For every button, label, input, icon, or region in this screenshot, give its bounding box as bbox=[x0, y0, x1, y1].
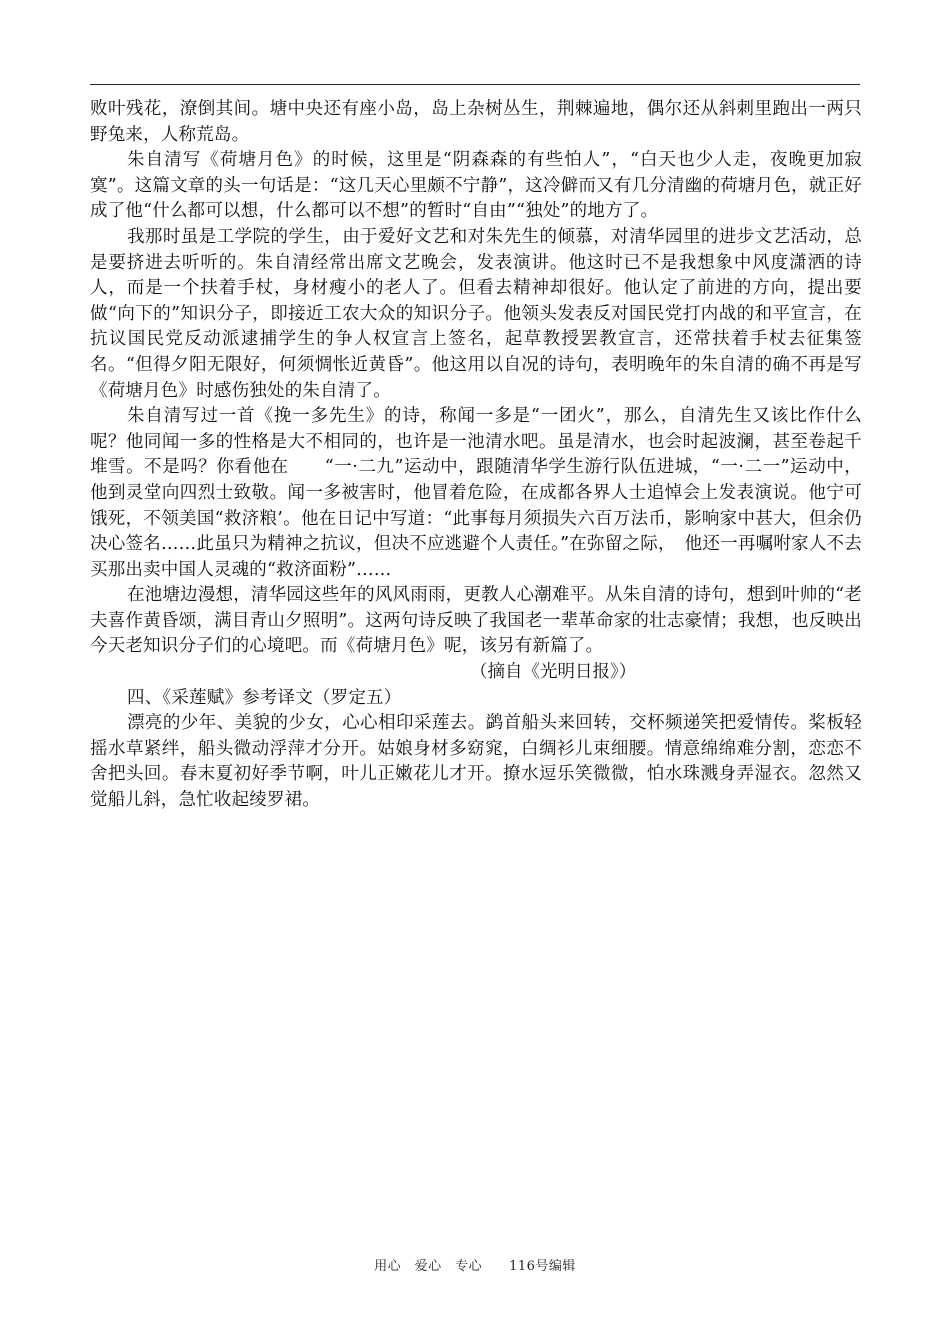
paragraph-comparison: 朱自清写过一首《挽一多先生》的诗，称闻一多是“一团火”，那么，自清先生又该比作什么呢？他同闻一多的性格是大不相同的，也许是一池清水吧。虽是清水，也会时起波澜，甚至卷起千堆雪。不是吗？你看他在 “一·二九”运动中，跟随清华学生游行队伍进城，“一·二一”运动中，他到灵堂向四烈士致敬。闻一多被害时，他冒着危险，在成都各界人士追悼会上发表演说。他宁可饿死，不领美国“救济粮’。他在日记中写道：“此事每月须损失六百万法币，影响家中甚大，但余仍决心签名……此虽只为精神之抗议，但决不应逃避个人责任。”在弥留之际， 他还一再嘱咐家人不去买那出卖中国人灵魂的“救济面粉”…… bbox=[90, 406, 862, 580]
header-rule bbox=[90, 84, 860, 85]
paragraph-writing-context: 朱自清写《荷塘月色》的时候，这里是“阴森森的有些怕人”，“白天也少人走，夜晚更加寂寞”。这篇文章的头一句话是：“这几天心里颇不宁静”，这冷僻而又有几分清幽的荷塘月色，就正好成了他“什么都可以想，什么都可以不想”的暂时“自由”“独处”的地方了。 bbox=[90, 150, 862, 222]
source-attribution: （摘自《光明日报》） bbox=[470, 662, 637, 683]
section-heading: 四、《采莲赋》参考译文（罗定五） bbox=[127, 687, 402, 708]
paragraph-reflection: 在池塘边漫想，清华园这些年的风风雨雨，更教人心潮难平。从朱自清的诗句，想到叶帅的“老夫喜作黄昏颂，满目青山夕照明”。这两句诗反映了我国老一辈革命家的壮志豪情；我想，也反映出今天老知识分子们的心境吧。而《荷塘月色》呢，该另有新篇了。 bbox=[90, 585, 862, 657]
page-footer: 用心 爱心 专心 116号编辑 bbox=[374, 1259, 576, 1274]
paragraph-memory: 我那时虽是工学院的学生，由于爱好文艺和对朱先生的倾慕，对清华园里的进步文艺活动，总是要挤进去听听的。朱自清经常出席文艺晚会，发表演讲。他这时已不是我想象中风度潇洒的诗人，而是一个扶着手杖，身材瘦小的老人了。但看去精神却很好。他认定了前进的方向，提出要做“向下的”知识分子，即接近工农大众的知识分子。他领头发表反对国民党打内战的和平宣言，在抗议国民党反动派逮捕学生的争人权宣言上签名，起草教授罢教宣言，还常扶着手杖去征集签名。“但得夕阳无限好，何须惆怅近黄昏”。他这用以自况的诗句，表明晚年的朱自清的确不再是写《荷塘月色》时感伤独处的朱自清了。 bbox=[90, 226, 862, 401]
document-body bbox=[90, 97, 862, 814]
translation-paragraph: 漂亮的少年、美貌的少女，心心相印采莲去。鹢首船头来回转，交杯频递笑把爱情传。桨板轻摇水草紧绊，船头微动浮萍才分开。姑娘身材多窈窕，白绸衫儿束细腰。情意绵绵难分割，恋恋不舍把头回。春末夏初好季节啊，叶儿正嫩花儿才开。撩水逗乐笑微微，怕水珠溅身弄湿衣。忽然又觉船儿斜，急忙收起绫罗裙。 bbox=[90, 713, 862, 811]
paragraph-continuation: 败叶残花，潦倒其间。塘中央还有座小岛，岛上杂树丛生，荆棘遍地，偶尔还从斜刺里跑出一两只野兔来，人称荒岛。 bbox=[90, 99, 862, 145]
